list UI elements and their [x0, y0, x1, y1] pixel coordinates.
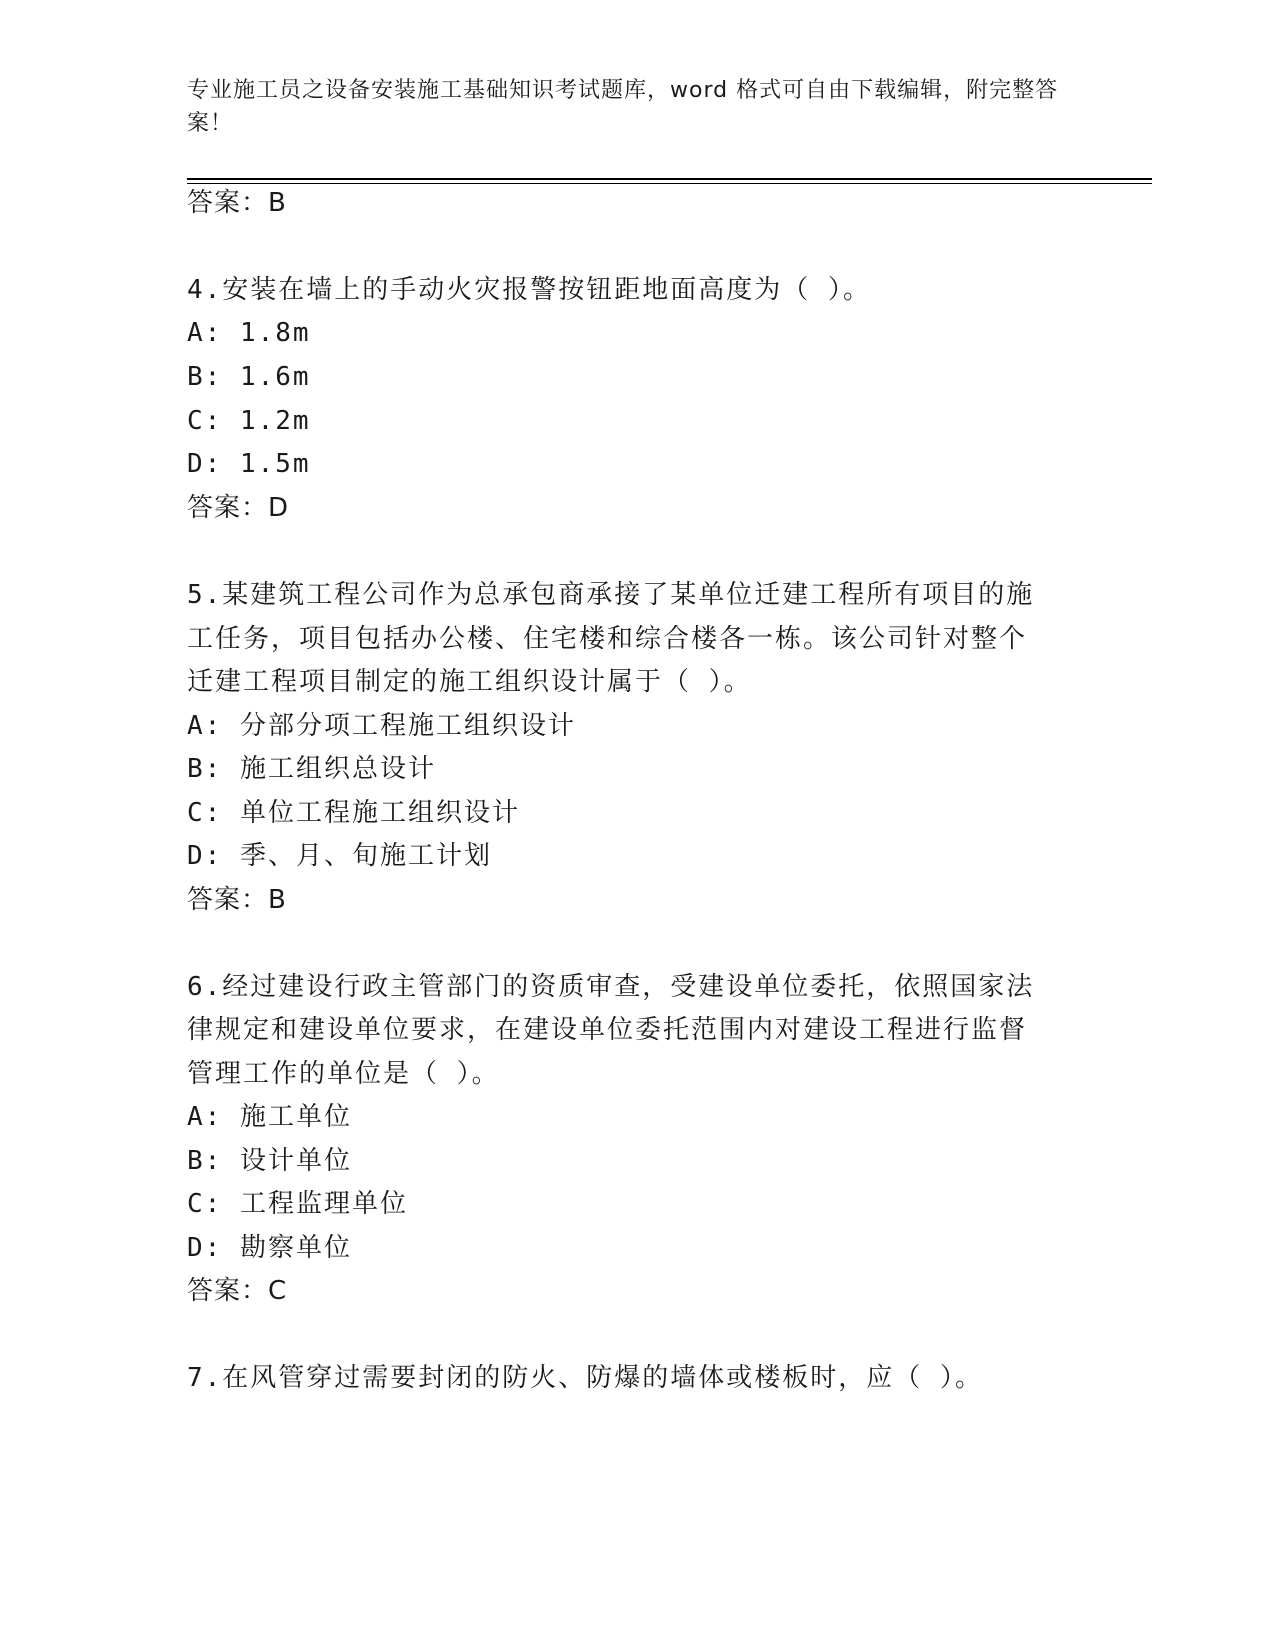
question-6-option-a: A: 施工单位 — [187, 1102, 352, 1132]
question-5-answer: 答案：B — [187, 885, 287, 915]
question-4-answer: 答案：D — [187, 493, 290, 523]
question-6-stem-line-3: 管理工作的单位是（ ）。 — [187, 1059, 500, 1089]
question-6-option-c: C: 工程监理单位 — [187, 1189, 408, 1219]
question-5-stem-line-3: 迁建工程项目制定的施工组织设计属于（ ）。 — [187, 667, 752, 697]
question-5-stem-line-2: 工任务，项目包括办公楼、住宅楼和综合楼各一栋。该公司针对整个 — [187, 624, 1028, 654]
question-6-option-b: B: 设计单位 — [187, 1146, 352, 1176]
question-6-stem-line-2: 律规定和建设单位要求，在建设单位委托范围内对建设工程进行监督 — [187, 1015, 1028, 1045]
question-5-option-c: C: 单位工程施工组织设计 — [187, 798, 520, 828]
question-7-stem: 7.在风管穿过需要封闭的防火、防爆的墙体或楼板时，应（ ）。 — [187, 1363, 983, 1393]
header-rule-thin — [187, 183, 1152, 184]
question-5-stem-line-1: 5.某建筑工程公司作为总承包商承接了某单位迁建工程所有项目的施 — [187, 580, 1035, 610]
document-header: 专业施工员之设备安装施工基础知识考试题库，word 格式可自由下载编辑，附完整答案！ — [187, 78, 1059, 136]
question-5-option-a: A: 分部分项工程施工组织设计 — [187, 711, 576, 741]
question-4-option-b: B: 1.6m — [187, 362, 311, 392]
question-5-option-d: D: 季、月、旬施工计划 — [187, 841, 492, 871]
question-6-answer: 答案：C — [187, 1276, 288, 1306]
question-6-stem-line-1: 6.经过建设行政主管部门的资质审查，受建设单位委托，依照国家法 — [187, 972, 1035, 1002]
question-4-option-d: D: 1.5m — [187, 449, 311, 479]
question-4-option-c: C: 1.2m — [187, 406, 311, 436]
answer-previous: 答案：B — [187, 188, 287, 218]
question-4-option-a: A: 1.8m — [187, 318, 311, 348]
question-5-option-b: B: 施工组织总设计 — [187, 754, 436, 784]
question-6-option-d: D: 勘察单位 — [187, 1233, 352, 1263]
question-4-stem: 4.安装在墙上的手动火灾报警按钮距地面高度为（ ）。 — [187, 275, 871, 305]
header-rule-thick — [187, 178, 1152, 180]
